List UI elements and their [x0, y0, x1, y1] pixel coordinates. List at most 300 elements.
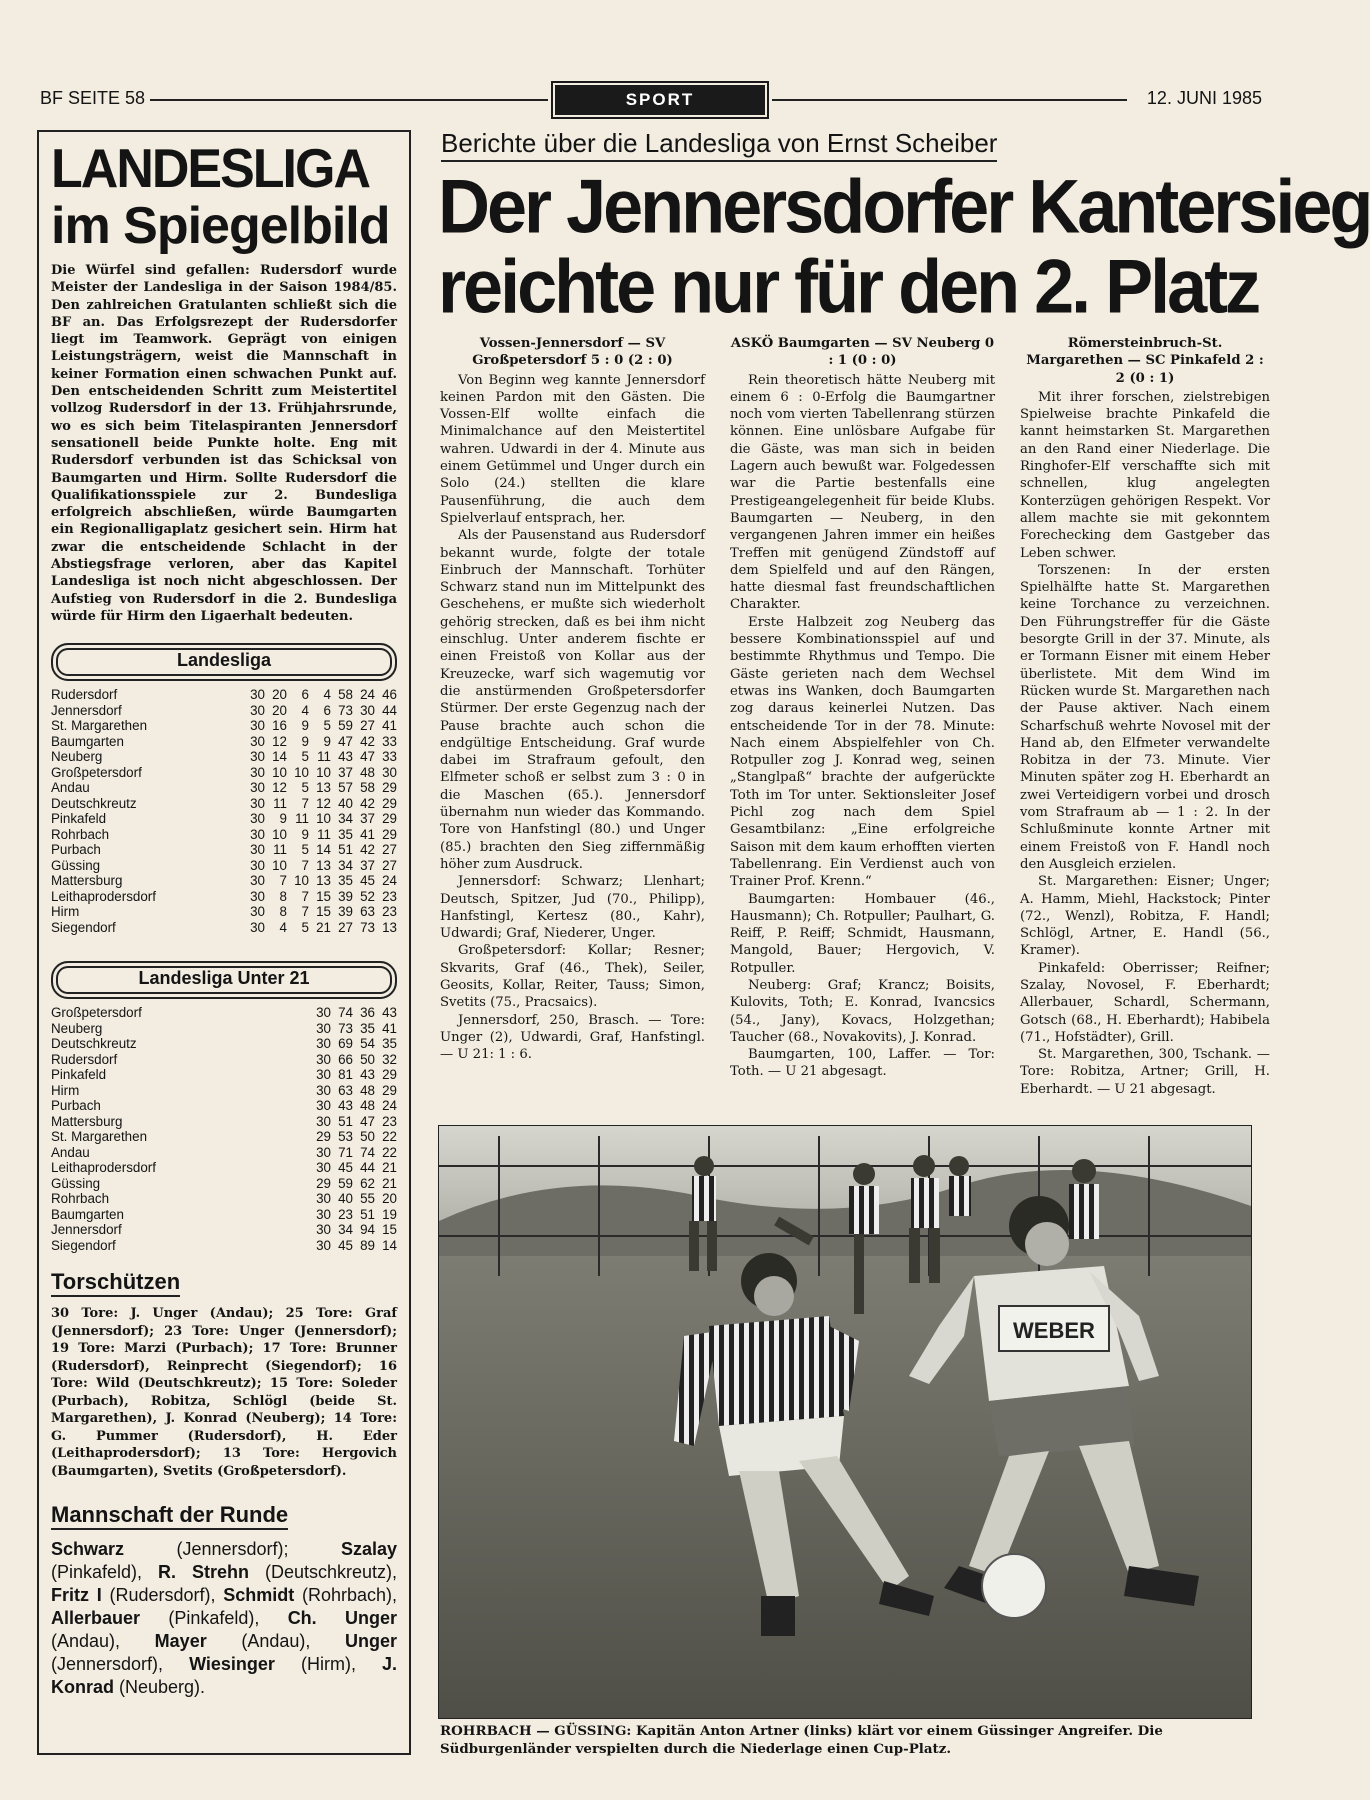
- team-name: Leithaprodersdorf: [51, 1160, 156, 1176]
- stat-cell: 21: [382, 1175, 397, 1191]
- stat-cell: 9: [279, 811, 287, 827]
- stat-cell: 30: [360, 702, 375, 718]
- stat-cell: 30: [250, 718, 265, 734]
- stat-cell: 35: [338, 873, 353, 889]
- team-name: Rohrbach: [51, 826, 110, 842]
- table-row: [51, 811, 397, 827]
- table-row: [51, 718, 397, 734]
- stat-cell: 5: [301, 842, 309, 858]
- stat-cell: 27: [360, 718, 375, 734]
- stat-cell: 29: [316, 1175, 331, 1191]
- stat-cell: 7: [279, 873, 287, 889]
- stat-cell: 48: [360, 764, 375, 780]
- stat-cell: 21: [316, 919, 331, 935]
- stat-cell: 74: [360, 1144, 375, 1160]
- paragraph: Als der Pausenstand aus Rudersdorf bekannt wurde, folgte der totale Einbruch der Mannschaft. Torhüter Schwarz stand nun im Mittelpunkt des Geschehens, er mußte sich wiederholt gehörig strecken, daß es bei ihm nicht einschlug. Unter anderem fischte er einen Freistoß von Kollar aus der Kreuzecke, warf sich wagemutig vor die anstürmenden Großpetersdorfer Stürmer. Der erste Gegenzug nach der Pause brachte auch schon die endgültige Entscheidung. Graf wurde dabei im Strafraum gefoult, den Elfmeter schoß er selbst zum 3 : 0 in die Maschen (65.). Jennersdorf übernahm nun wieder das Kommando. Tore von Hanfstingl (80.) und Unger (85.) brachten den Sieg ziffernmäßig höher zum Ausdruck.: [440, 528, 705, 872]
- lineup: Jennersdorf: Schwarz; Llenhart; Deutsch, Spitzer, Jud (70., Philipp), Hanfstingl, Kertesz (80., Kahr), Udwardi; Graf, Niederer, Unger.: [440, 874, 705, 942]
- stat-cell: 41: [360, 826, 375, 842]
- stat-cell: 34: [338, 811, 353, 827]
- stat-cell: 41: [382, 718, 397, 734]
- standings-table: [51, 687, 397, 935]
- stat-cell: 7: [301, 795, 309, 811]
- stat-cell: 47: [360, 1113, 375, 1129]
- player-club: (Hirm),: [274, 1654, 382, 1675]
- stat-cell: 4: [279, 919, 287, 935]
- team-name: Purbach: [51, 1098, 101, 1114]
- stat-cell: 42: [360, 842, 375, 858]
- team-name: Andau: [51, 1144, 90, 1160]
- team-name: Güssing: [51, 1175, 101, 1191]
- team-name: Siegendorf: [51, 919, 116, 935]
- player-club: (Andau),: [206, 1631, 345, 1652]
- stat-cell: 29: [382, 1082, 397, 1098]
- scorers-list: 30 Tore: J. Unger (Andau); 25 Tore: Graf (Jennersdorf); 23 Tore: Unger (Jennersdorf); 19 Tore: Marzi (Purbach); 17 Tore: Brunner (Rudersdorf), Reinprecht (Siegendorf); 16 Tore: Wild (Deutschkreutz); 15 Tore: Soleder (Purbach), Robitza, Schlögl (beide St. Margarethen), J. Konrad (Neuberg); 14 Tore: G. Pummer (Rudersdorf), H. Eder (Leithaprodersdorf); 13 Tore: Hergovich (Baumgarten), Svetits (Großpetersdorf).: [51, 1306, 397, 1479]
- team-name: Mattersburg: [51, 1113, 123, 1129]
- paragraph: Mit ihrer forschen, zielstrebigen Spielweise brachte Pinkafeld die kannt heimstarken St. Margarethen an den Rand einer Niederlage. Die Ringhofer-Elf verschaffte sich mit schnellen, klug angelegten Konterzügen gehörigen Respekt. Vor allem machte sie mit gekonntem Forechecking dem Gastgeber das Leben schwer.: [1020, 389, 1270, 561]
- stat-cell: 27: [382, 857, 397, 873]
- caption-text: Kapitän Anton Artner (links) klärt vor einem Güssinger Angreifer. Die Südburgenländer verspielten durch die Niederlage einen Cup-Platz.: [440, 1723, 1163, 1757]
- table-row: [51, 1160, 397, 1176]
- stat-cell: 30: [382, 764, 397, 780]
- stat-cell: 30: [316, 1144, 331, 1160]
- stat-cell: 30: [250, 857, 265, 873]
- player-name: Allerbauer: [51, 1608, 141, 1629]
- player-name: Schwarz: [51, 1539, 125, 1560]
- table-title-u21: Landesliga Unter 21: [51, 961, 397, 999]
- table-row: [51, 889, 397, 905]
- stat-cell: 30: [250, 764, 265, 780]
- stat-cell: 20: [272, 687, 287, 703]
- landesliga-sidebar: [37, 130, 411, 1755]
- stat-cell: 30: [316, 1098, 331, 1114]
- team-name: Hirm: [51, 1082, 80, 1098]
- match-summary: Baumgarten, 100, Laffer. — Tor: Toth. — U 21 abgesagt.: [730, 1047, 995, 1080]
- player-name: Wiesinger: [189, 1654, 275, 1675]
- team-name: Hirm: [51, 904, 80, 920]
- team-name: Rudersdorf: [51, 687, 118, 703]
- table-row: [51, 1005, 397, 1021]
- stat-cell: 10: [316, 764, 331, 780]
- lineup: Pinkafeld: Oberrisser; Reifner; Szalay, Novosel, F. Eberhardt; Allerbauer, Schardl, Schermann, Gotsch (68., H. Eberhardt); Habibela (71., Hofstädter), Grill.: [1020, 960, 1270, 1045]
- player-name: R. Strehn: [158, 1562, 249, 1583]
- stat-cell: 43: [382, 1005, 397, 1021]
- stat-cell: 30: [316, 1082, 331, 1098]
- stat-cell: 43: [338, 749, 353, 765]
- stat-cell: 59: [338, 1175, 353, 1191]
- stat-cell: 63: [360, 904, 375, 920]
- team-name: Güssing: [51, 857, 101, 873]
- stat-cell: 48: [360, 1082, 375, 1098]
- team-name: Pinkafeld: [51, 811, 107, 827]
- stat-cell: 66: [338, 1051, 353, 1067]
- stat-cell: 45: [338, 1237, 353, 1253]
- stat-cell: 71: [338, 1144, 353, 1160]
- table-row: [51, 1145, 397, 1161]
- stat-cell: 5: [301, 919, 309, 935]
- article-kicker: Berichte über die Landesliga von Ernst Scheiber: [441, 128, 997, 162]
- stat-cell: 45: [360, 873, 375, 889]
- team-name: Rudersdorf: [51, 1051, 118, 1067]
- stat-cell: 43: [360, 1067, 375, 1083]
- stat-cell: 8: [279, 888, 287, 904]
- player-name: Ch. Unger: [287, 1608, 397, 1629]
- stat-cell: 30: [250, 904, 265, 920]
- ball: [982, 1554, 1046, 1618]
- stat-cell: 10: [294, 764, 309, 780]
- stat-cell: 15: [382, 1222, 397, 1238]
- table-row: [51, 749, 397, 765]
- stat-cell: 29: [382, 1067, 397, 1083]
- stat-cell: 23: [382, 888, 397, 904]
- player-club: (Jennersdorf);: [124, 1539, 341, 1560]
- table-title-landesliga: Landesliga: [51, 643, 397, 681]
- stat-cell: 30: [250, 919, 265, 935]
- stat-cell: 29: [382, 826, 397, 842]
- stat-cell: 8: [279, 904, 287, 920]
- table-row: [51, 703, 397, 719]
- stat-cell: 58: [360, 780, 375, 796]
- stat-cell: 21: [382, 1160, 397, 1176]
- match-summary: Jennersdorf, 250, Brasch. — Tore: Unger (2), Udwardi, Graf, Hanfstingl. — U 21: 1 : 6.: [440, 1012, 705, 1063]
- paragraph: Rein theoretisch hätte Neuberg mit einem 6 : 0-Erfolg die Baumgartner noch vom vierten Tabellenrang stürzen können. Eine unlösbare Aufgabe für die Gäste, was man sich in beiden Lagern auch bewußt war. Folgedessen war die Partie bestenfalls eine Prestigeangelegenheit für beide Klubs. Baumgarten — Neuberg, in den vergangenen Jahren immer ein heißes Treffen mit genügend Zündstoff auf dem Spielfeld und auf den Rängen, hatte diesmal fast freundschaftlichen Charakter.: [730, 372, 995, 613]
- stat-cell: 27: [382, 842, 397, 858]
- stat-cell: 62: [360, 1175, 375, 1191]
- team-name: St. Margarethen: [51, 718, 148, 734]
- u21-standings-table: [51, 1005, 397, 1253]
- stat-cell: 30: [250, 687, 265, 703]
- team-name: Jennersdorf: [51, 1222, 122, 1238]
- team-name: Neuberg: [51, 749, 103, 765]
- stat-cell: 55: [360, 1191, 375, 1207]
- stat-cell: 30: [316, 1067, 331, 1083]
- stat-cell: 7: [301, 888, 309, 904]
- table-row: [51, 765, 397, 781]
- table-row: [51, 687, 397, 703]
- team-name: Andau: [51, 780, 90, 796]
- jersey-sponsor: WEBER: [1013, 1318, 1095, 1343]
- paragraph: Erste Halbzeit zog Neuberg das bessere Kombinationsspiel auf und bestimmte Rhythmus und Tempo. Die Gäste gerieten nach dem Wechsel etwas ins Wanken, doch Baumgarten zog daraus keinerlei Nutzen. Das entscheidende Tor in der 78. Minute: Nach einem Abspielfehler von Ch. Rotpuller zog J. Konrad weg, seinen „Stanglpaß“ brachte der aufgerückte Toth im Tor unter. Sektionsleiter Josef Pichl zog nach dem Spiel Gesamtbilanz: „Eine erfolgreiche Saison mit dem kaum erhofften vierten Tabellenrang. Ein Verdienst auch von Trainer Prof. Krenn.“: [730, 614, 995, 890]
- team-name: Neuberg: [51, 1020, 103, 1036]
- stat-cell: 63: [338, 1082, 353, 1098]
- team-of-round: [51, 1538, 397, 1699]
- stat-cell: 15: [316, 888, 331, 904]
- team-name: Jennersdorf: [51, 702, 122, 718]
- table-row: [51, 1238, 397, 1254]
- stat-cell: 50: [360, 1051, 375, 1067]
- stat-cell: 14: [316, 842, 331, 858]
- stat-cell: 22: [382, 1144, 397, 1160]
- team-name: Baumgarten: [51, 733, 124, 749]
- stat-cell: 33: [382, 749, 397, 765]
- stat-cell: 53: [338, 1129, 353, 1145]
- player-club: (Jennersdorf),: [51, 1654, 190, 1675]
- stat-cell: 4: [301, 702, 309, 718]
- stat-cell: 23: [382, 1113, 397, 1129]
- table-row: [51, 1021, 397, 1037]
- stat-cell: 47: [338, 733, 353, 749]
- stat-cell: 12: [272, 780, 287, 796]
- header-rule-right: [772, 99, 1127, 101]
- stat-cell: 30: [250, 795, 265, 811]
- stat-cell: 73: [360, 919, 375, 935]
- stat-cell: 73: [338, 1020, 353, 1036]
- team-name: Leithaprodersdorf: [51, 888, 156, 904]
- lineup: Großpetersdorf: Kollar; Resner; Skvarits, Graf (46., Thek), Seiler, Geosits, Kollar, Reiter, Tauss; Simon, Svetits (75., Pracsaics).: [440, 943, 705, 1011]
- stat-cell: 29: [316, 1129, 331, 1145]
- stat-cell: 4: [323, 687, 331, 703]
- stat-cell: 40: [338, 795, 353, 811]
- header-rule-left: [150, 99, 548, 101]
- stat-cell: 10: [316, 811, 331, 827]
- table-row: [51, 1083, 397, 1099]
- game-heading: ASKÖ Baumgarten — SV Neuberg 0 : 1 (0 : 0): [730, 336, 995, 369]
- player-name: Fritz I: [51, 1585, 102, 1606]
- stat-cell: 30: [250, 733, 265, 749]
- match-photo: [438, 1125, 1252, 1719]
- stat-cell: 41: [382, 1020, 397, 1036]
- stat-cell: 35: [338, 826, 353, 842]
- paragraph: Von Beginn weg kannte Jennersdorf keinen Pardon mit den Gästen. Die Vossen-Elf wollte einfach die Minimalchance auf den Meistertitel wahren. Udwardi in der 4. Minute aus einem Getümmel und Unger durch ein Solo (24.) stellten die klare Pausenführung, die auch dem Spielverlauf entsprach, her.: [440, 372, 705, 526]
- player-name: Schmidt: [223, 1585, 295, 1606]
- stat-cell: 35: [382, 1036, 397, 1052]
- lineup: Neuberg: Graf; Krancz; Boisits, Kulovits, Toth; E. Konrad, Ivancsics (54., Jany), Kovacs, Holzgethan; Taucher (68., Novakovits), J. Konrad.: [730, 977, 995, 1045]
- stat-cell: 33: [382, 733, 397, 749]
- stat-cell: 30: [250, 749, 265, 765]
- stat-cell: 30: [250, 842, 265, 858]
- stat-cell: 30: [250, 780, 265, 796]
- stat-cell: 27: [338, 919, 353, 935]
- table-row: [51, 780, 397, 796]
- issue-date: 12. JUNI 1985: [1146, 88, 1262, 108]
- stat-cell: 30: [250, 888, 265, 904]
- paragraph: Torszenen: In der ersten Spielhälfte hatte St. Margarethen keine Torchance zu verzeichnen. Den Führungstreffer für die Gäste besorgte Grill in der 37. Minute, als er Tormann Eisner mit einem Heber überlistete. Mit dem Wind im Rücken wurde St. Margarethen nach der Pause aktiver. Nach einem Scharfschuß wehrte Novosel mit der Hand ab, den Elfmeter verwandelte Robitza in der 73. Minute. Vier Minuten später zog H. Eberhardt an zwei Verteidigern vorbei und drosch vom Strafraum ab — 1 : 2. In der Schlußminute konnte Artner mit einem Freistoß von F. Handl noch den Ausgleich erzielen.: [1020, 562, 1270, 872]
- stat-cell: 11: [273, 842, 287, 858]
- stat-cell: 10: [294, 873, 309, 889]
- stat-cell: 14: [382, 1237, 397, 1253]
- stat-cell: 51: [338, 842, 353, 858]
- stat-cell: 13: [316, 857, 331, 873]
- table-row: [51, 873, 397, 889]
- stat-cell: 30: [316, 1005, 331, 1021]
- stat-cell: 11: [317, 749, 331, 765]
- stat-cell: 81: [338, 1067, 353, 1083]
- stat-cell: 44: [382, 702, 397, 718]
- stat-cell: 12: [272, 733, 287, 749]
- team-name: Deutschkreutz: [51, 795, 137, 811]
- report-baumgarten: [730, 335, 995, 1081]
- stat-cell: 24: [360, 687, 375, 703]
- stat-cell: 30: [316, 1160, 331, 1176]
- table-row: [51, 1036, 397, 1052]
- stat-cell: 94: [360, 1222, 375, 1238]
- stat-cell: 40: [338, 1191, 353, 1207]
- stat-cell: 47: [360, 749, 375, 765]
- player-club: (Neuberg).: [114, 1677, 206, 1698]
- headline-line-1: Der Jennersdorfer Kantersieg: [438, 164, 1370, 250]
- stat-cell: 12: [316, 795, 331, 811]
- table-row: [51, 734, 397, 750]
- table-row: [51, 904, 397, 920]
- stat-cell: 30: [316, 1206, 331, 1222]
- table-row: [51, 827, 397, 843]
- stat-cell: 73: [338, 702, 353, 718]
- stat-cell: 37: [360, 811, 375, 827]
- stat-cell: 30: [250, 702, 265, 718]
- stat-cell: 30: [250, 873, 265, 889]
- player-name: Mayer: [154, 1631, 207, 1652]
- stat-cell: 42: [360, 733, 375, 749]
- stat-cell: 30: [250, 826, 265, 842]
- section-badge: SPORT: [555, 85, 765, 115]
- stat-cell: 5: [301, 780, 309, 796]
- stat-cell: 30: [316, 1237, 331, 1253]
- team-name: Pinkafeld: [51, 1067, 107, 1083]
- stat-cell: 22: [382, 1129, 397, 1145]
- match-summary: St. Margarethen, 300, Tschank. — Tore: Robitza, Artner; Grill, H. Eberhardt. — U 21 abgesagt.: [1020, 1047, 1270, 1097]
- stat-cell: 29: [382, 795, 397, 811]
- stat-cell: 15: [316, 904, 331, 920]
- team-name: Deutschkreutz: [51, 1036, 137, 1052]
- table-row: [51, 1098, 397, 1114]
- stat-cell: 29: [382, 780, 397, 796]
- stat-cell: 11: [295, 811, 309, 827]
- stat-cell: 23: [382, 904, 397, 920]
- stat-cell: 10: [272, 857, 287, 873]
- table-row: [51, 1222, 397, 1238]
- stat-cell: 6: [323, 702, 331, 718]
- report-jennersdorf: [440, 335, 705, 1063]
- stat-cell: 35: [360, 1020, 375, 1036]
- stat-cell: 30: [316, 1222, 331, 1238]
- stat-cell: 24: [382, 873, 397, 889]
- table-row: [51, 1052, 397, 1068]
- stat-cell: 34: [338, 1222, 353, 1238]
- lineup: Baumgarten: Hombauer (46., Hausmann); Ch. Rotpuller; Paulhart, G. Reiff, P. Reiff; Schmidt, Hausmann, Mangold, Bauer; Hergovich, V. Rotpuller.: [730, 891, 995, 976]
- player-name: J. Konrad: [51, 1654, 397, 1698]
- stat-cell: 58: [338, 687, 353, 703]
- stat-cell: 30: [250, 811, 265, 827]
- sidebar-title: LANDESLIGA: [51, 138, 369, 200]
- stat-cell: 20: [382, 1191, 397, 1207]
- stat-cell: 19: [382, 1206, 397, 1222]
- stat-cell: 42: [360, 795, 375, 811]
- stat-cell: 13: [316, 780, 331, 796]
- player-club: (Pinkafeld),: [51, 1562, 159, 1583]
- team-name: Baumgarten: [51, 1206, 124, 1222]
- stat-cell: 74: [338, 1005, 353, 1021]
- table-row: [51, 1176, 397, 1192]
- team-name: Großpetersdorf: [51, 1005, 142, 1021]
- player-name: Unger: [344, 1631, 397, 1652]
- player-club: (Rohrbach),: [294, 1585, 397, 1606]
- game-heading: Römersteinbruch-St. Margarethen — SC Pinkafeld 2 : 2 (0 : 1): [1026, 336, 1264, 386]
- stat-cell: 9: [301, 826, 309, 842]
- stat-cell: 10: [272, 764, 287, 780]
- team-name: Rohrbach: [51, 1191, 110, 1207]
- page-number: BF SEITE 58: [40, 88, 146, 108]
- table-row: [51, 1129, 397, 1145]
- team-name: Großpetersdorf: [51, 764, 142, 780]
- lineup: St. Margarethen: Eisner; Unger; A. Hamm, Miehl, Hackstock; Pinter (72., Wenzl), Robitza, F. Handl; Schlögl, Artner, E. Handl (56., Kramer).: [1020, 874, 1270, 959]
- stat-cell: 51: [360, 1206, 375, 1222]
- stat-cell: 32: [382, 1051, 397, 1067]
- table-row: [51, 1067, 397, 1083]
- player-name: Szalay: [340, 1539, 397, 1560]
- table-row: [51, 796, 397, 812]
- scorers-heading: Torschützen: [51, 1269, 180, 1297]
- stat-cell: 29: [382, 811, 397, 827]
- table-row: [51, 1114, 397, 1130]
- stat-cell: 20: [272, 702, 287, 718]
- sidebar-subtitle: im Spiegelbild: [51, 197, 390, 255]
- headline-line-2: reichte nur für den 2. Platz: [438, 244, 1259, 330]
- stat-cell: 30: [316, 1020, 331, 1036]
- stat-cell: 36: [360, 1005, 375, 1021]
- stat-cell: 54: [360, 1036, 375, 1052]
- stat-cell: 52: [360, 888, 375, 904]
- stat-cell: 51: [338, 1113, 353, 1129]
- stat-cell: 14: [272, 749, 287, 765]
- table-row: [51, 1191, 397, 1207]
- stat-cell: 16: [272, 718, 287, 734]
- soccer-photo-illustration: [439, 1126, 1251, 1718]
- game-heading: Vossen-Jennersdorf — SV Großpetersdorf 5 : 0 (2 : 0): [472, 336, 673, 369]
- player-club: (Rudersdorf),: [101, 1585, 224, 1606]
- stat-cell: 57: [338, 780, 353, 796]
- stat-cell: 9: [301, 733, 309, 749]
- table-row: [51, 858, 397, 874]
- stat-cell: 11: [273, 795, 287, 811]
- stat-cell: 7: [301, 857, 309, 873]
- stat-cell: 48: [360, 1098, 375, 1114]
- stat-cell: 43: [338, 1098, 353, 1114]
- stat-cell: 45: [338, 1160, 353, 1176]
- team-name: St. Margarethen: [51, 1129, 148, 1145]
- stat-cell: 50: [360, 1129, 375, 1145]
- stat-cell: 10: [272, 826, 287, 842]
- stat-cell: 59: [338, 718, 353, 734]
- stat-cell: 30: [316, 1036, 331, 1052]
- stat-cell: 46: [382, 687, 397, 703]
- player-club: (Andau),: [51, 1631, 155, 1652]
- team-name: Siegendorf: [51, 1237, 116, 1253]
- table-row: [51, 1207, 397, 1223]
- team-name: Mattersburg: [51, 873, 123, 889]
- table-row: [51, 920, 397, 936]
- stat-cell: 13: [316, 873, 331, 889]
- stat-cell: 34: [338, 857, 353, 873]
- player-club: (Deutschkreutz),: [249, 1562, 398, 1583]
- stat-cell: 30: [316, 1191, 331, 1207]
- photo-caption: [440, 1722, 1270, 1758]
- team-name: Purbach: [51, 842, 101, 858]
- table-row: [51, 842, 397, 858]
- stat-cell: 9: [323, 733, 331, 749]
- stat-cell: 37: [338, 764, 353, 780]
- stat-cell: 23: [338, 1206, 353, 1222]
- stat-cell: 7: [301, 904, 309, 920]
- sidebar-intro: Die Würfel sind gefallen: Rudersdorf wurde Meister der Landesliga in der Saison 1984/85. Den zahlreichen Gratulanten schließt sich die BF an. Das Erfolgsrezept der Rudersdorfer liegt im Teamwork. Geprägt von einigen Leistungsträgern, weist die Mannschaft in keiner Formation einen schwachen Punkt auf. Den entscheidenden Schritt zum Meistertitel vollzog Rudersdorf in der 13. Frühjahrsrunde, wo es sich beim Titelaspiranten Jennersdorf sensationell beide Punkte holte. Eng mit Rudersdorf verbunden ist das Schicksal von Baumgarten und Hirm. Sollte Rudersdorf die Qualifikationsspiele zur 2. Bundesliga erfolgreich abschließen, würde Baumgarten ein Regionalligaplatz gesichert sein. Hirm hat zwar die entscheidende Schlacht in der Abstiegsfrage verloren, aber das Kapitel Landesliga ist noch nicht abgeschlossen. Der Aufstieg von Rudersdorf in die 2. Bundesliga würde für Hirm den Ligaerhalt bedeuten.: [51, 263, 397, 624]
- stat-cell: 30: [316, 1113, 331, 1129]
- stat-cell: 37: [360, 857, 375, 873]
- stat-cell: 30: [316, 1051, 331, 1067]
- team-of-round-heading: Mannschaft der Runde: [51, 1502, 288, 1530]
- player-club: (Pinkafeld),: [140, 1608, 288, 1629]
- stat-cell: 89: [360, 1237, 375, 1253]
- report-st-margarethen: [1020, 335, 1270, 1098]
- stat-cell: 9: [301, 718, 309, 734]
- stat-cell: 44: [360, 1160, 375, 1176]
